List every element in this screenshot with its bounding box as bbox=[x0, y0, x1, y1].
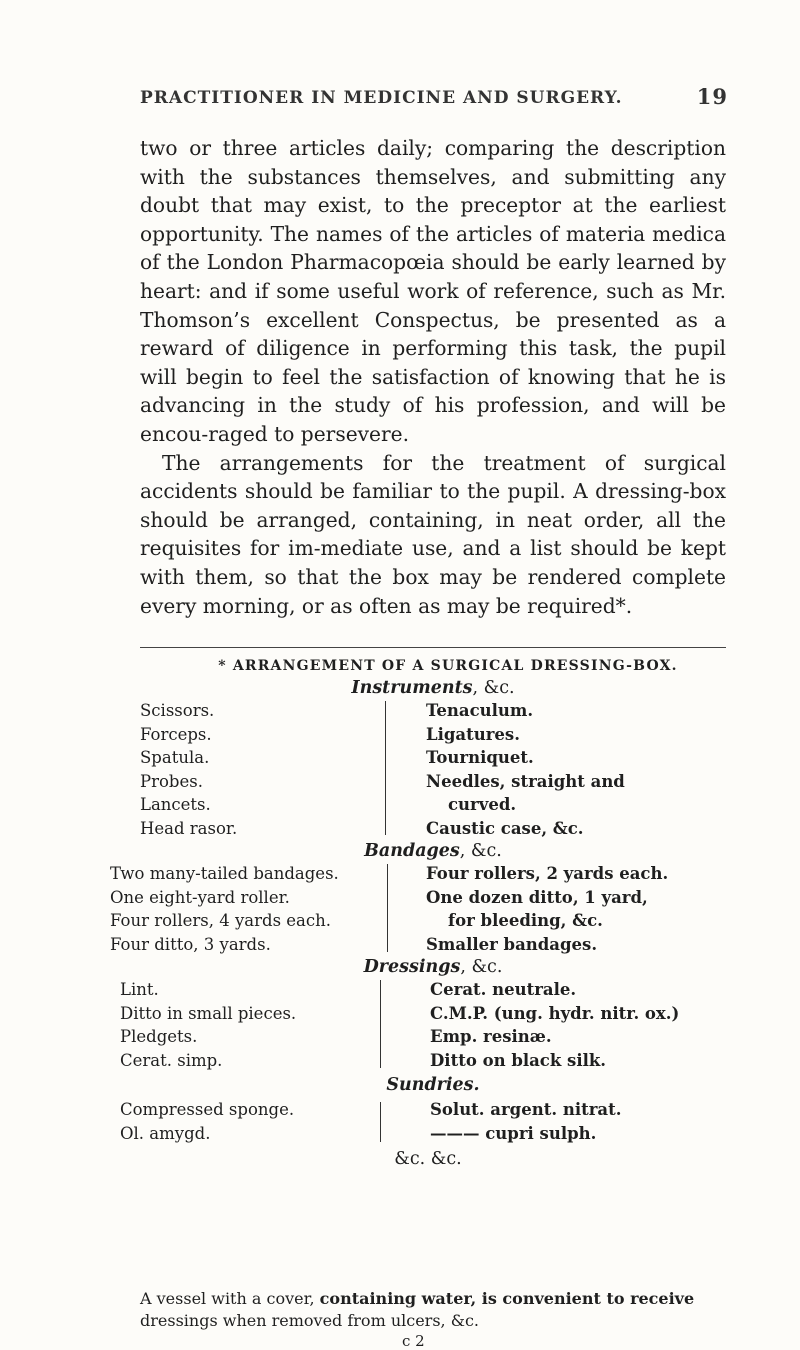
instruments-right-column bbox=[426, 699, 625, 840]
bandages-left-column bbox=[110, 862, 339, 956]
paragraph-2: The arrangements for the treatment of surgical accidents should be familiar to the pupil. A dressing-box should be arranged, containing, in neat order, all the requisites for im-mediate use, and a list should be kept with them, so that the box may be rendered complete every morning, or as often as may be required*. bbox=[140, 450, 726, 618]
list-item: Ligatures. bbox=[426, 724, 520, 744]
list-item: ——— cupri sulph. bbox=[430, 1123, 597, 1143]
sundries-list bbox=[120, 1098, 726, 1148]
dressings-right-column bbox=[430, 978, 679, 1072]
list-item: Ol. amygd. bbox=[120, 1123, 211, 1143]
instruments-left-column bbox=[140, 699, 237, 840]
column-divider bbox=[385, 701, 386, 835]
list-item: curved. bbox=[448, 795, 517, 814]
list-item: Cerat. neutrale. bbox=[430, 980, 577, 999]
list-item: Forceps. bbox=[140, 724, 212, 744]
list-item: One dozen ditto, 1 yard, bbox=[426, 887, 648, 907]
list-item: Four ditto, 3 yards. bbox=[110, 934, 271, 954]
list-item: Four rollers, 4 yards each. bbox=[110, 911, 332, 930]
signature-mark: c 2 bbox=[402, 1332, 425, 1350]
list-item: Smaller bandages. bbox=[426, 934, 598, 954]
list-item: Cerat. simp. bbox=[120, 1050, 223, 1070]
section-heading-sundries: Sundries. bbox=[386, 1075, 480, 1095]
bandages-list bbox=[110, 862, 726, 956]
list-item: Compressed sponge. bbox=[120, 1100, 295, 1119]
list-item: Lancets. bbox=[140, 795, 211, 814]
list-item: Head rasor. bbox=[140, 818, 238, 838]
running-head bbox=[140, 84, 728, 114]
dressings-list bbox=[120, 978, 726, 1072]
dressings-left-column bbox=[120, 978, 296, 1072]
list-item: Solut. argent. nitrat. bbox=[430, 1100, 622, 1119]
section-heading-instruments: Instruments, &c. bbox=[351, 678, 515, 698]
list-item: Needles, straight and bbox=[426, 771, 625, 791]
list-item: Four rollers, 2 yards each. bbox=[426, 864, 669, 883]
list-item: Emp. resinæ. bbox=[430, 1027, 552, 1046]
list-item: Scissors. bbox=[140, 701, 215, 720]
list-item: Spatula. bbox=[140, 748, 210, 767]
closing-text-3: dressings when removed from ulcers, &c. bbox=[140, 1311, 479, 1330]
column-divider bbox=[387, 864, 388, 952]
list-item: One eight-yard roller. bbox=[110, 887, 290, 907]
footnote bbox=[110, 655, 726, 1170]
footnote-divider bbox=[140, 647, 726, 648]
page-number: 19 bbox=[696, 84, 728, 109]
list-item: Tourniquet. bbox=[426, 748, 534, 767]
paragraph-1: two or three articles daily; comparing the description with the substances themselves, and submitting any doubt that may exist, to the preceptor at the earliest opportunity. The names of the articles of materia medica of the London Pharmacopœia should be early learned by heart: and if some useful work of reference, such as Mr. Thomson’s excellent Conspectus, be presented as a reward of diligence in performing this task, the pupil will begin to feel the satisfaction of knowing that he is advancing in the study of his profession, and will be encou-raged to persevere. bbox=[140, 136, 726, 446]
sundries-tail: &c. &c. bbox=[394, 1149, 462, 1169]
section-heading-dressings: Dressings, &c. bbox=[363, 957, 503, 977]
list-item: for bleeding, &c. bbox=[448, 911, 603, 930]
list-item: Ditto in small pieces. bbox=[120, 1003, 297, 1023]
closing-text-2: containing water, is convenient to receive bbox=[319, 1289, 695, 1308]
list-item: Caustic case, &c. bbox=[426, 818, 584, 838]
section-heading-bandages: Bandages, &c. bbox=[364, 841, 502, 861]
instruments-list bbox=[140, 699, 726, 840]
list-item: Probes. bbox=[140, 771, 203, 791]
main-text bbox=[140, 134, 726, 620]
column-divider bbox=[380, 1102, 381, 1142]
list-item: Two many-tailed bandages. bbox=[110, 864, 339, 883]
column-divider bbox=[380, 980, 381, 1068]
running-title: PRACTITIONER IN MEDICINE AND SURGERY. bbox=[140, 88, 623, 108]
list-item: Lint. bbox=[120, 980, 159, 999]
bandages-right-column bbox=[426, 862, 668, 956]
sundries-right-column bbox=[430, 1098, 621, 1145]
list-item: Tenaculum. bbox=[426, 701, 534, 720]
closing-text-1: A vessel with a cover, bbox=[140, 1289, 320, 1308]
list-item: Pledgets. bbox=[120, 1027, 198, 1046]
list-item: C.M.P. (ung. hydr. nitr. ox.) bbox=[430, 1003, 680, 1023]
sundries-left-column bbox=[120, 1098, 294, 1145]
closing-note bbox=[140, 1288, 726, 1332]
list-item: Ditto on black silk. bbox=[430, 1050, 607, 1070]
footnote-title: * ARRANGEMENT OF A SURGICAL DRESSING-BOX. bbox=[218, 658, 678, 674]
